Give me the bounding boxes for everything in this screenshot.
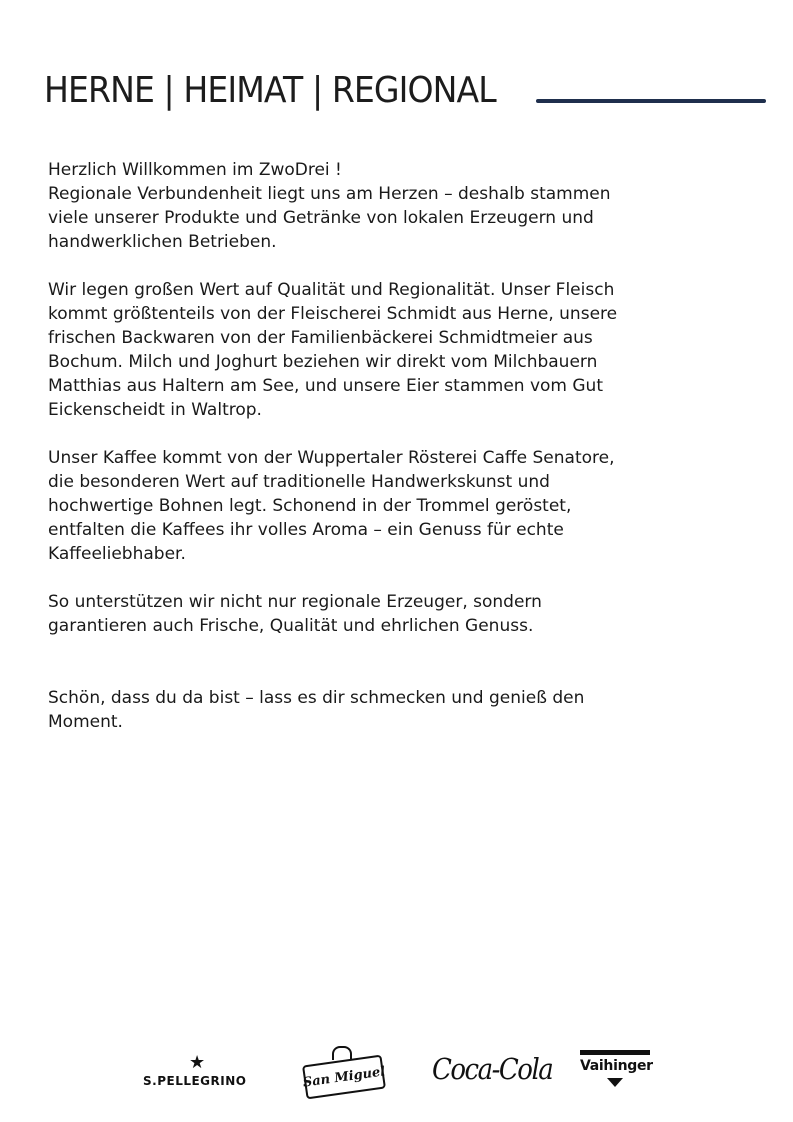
quality-line: Wir legen großen Wert auf Qualität und Regionalität. Unser Fleisch (48, 280, 615, 300)
closing-paragraph (48, 686, 668, 734)
vaihinger-logo (578, 1050, 652, 1090)
quality-line: Eickenscheidt in Waltrop. (48, 400, 262, 420)
vaihinger-wordmark: Vaihinger (580, 1058, 653, 1074)
pellegrino-wordmark: S.PELLEGRINO (143, 1074, 247, 1088)
main-text (48, 158, 668, 758)
cocacola-logo (432, 1050, 553, 1090)
sanmiguel-logo (301, 1046, 387, 1100)
star-icon: ★ (189, 1052, 206, 1073)
page-title: HERNE | HEIMAT | REGIONAL (44, 69, 496, 111)
coffee-line: entfalten die Kaffees ihr volles Aroma – ein Genuss für echte (48, 520, 564, 540)
coffee-line: hochwertige Bohnen legt. Schonend in der Trommel geröstet, (48, 496, 572, 516)
coffee-paragraph (48, 446, 668, 566)
title-underline-rule (536, 99, 766, 103)
quality-line: Bochum. Milch und Joghurt beziehen wir direkt vom Milchbauern (48, 352, 598, 372)
support-line: garantieren auch Frische, Qualität und ehrlichen Genuss. (48, 616, 534, 636)
quality-line: frischen Backwaren von der Familienbäckerei Schmidtmeier aus (48, 328, 593, 348)
page-header (44, 68, 734, 112)
logo-bar (580, 1050, 650, 1055)
sanmiguel-banner (302, 1055, 386, 1100)
sanmiguel-wordmark: San Miguel (301, 1063, 387, 1091)
coffee-line: Unser Kaffee kommt von der Wuppertaler Rösterei Caffe Senatore, (48, 448, 615, 468)
intro-line: Herzlich Willkommen im ZwoDrei ! (48, 160, 342, 180)
coffee-line: Kaffeeliebhaber. (48, 544, 186, 564)
coffee-line: die besonderen Wert auf traditionelle Handwerkskunst und (48, 472, 550, 492)
pellegrino-logo (143, 1054, 255, 1094)
closing-line: Moment. (48, 712, 123, 732)
intro-line: viele unserer Produkte und Getränke von lokalen Erzeugern und (48, 208, 594, 228)
partner-logos (0, 1040, 793, 1110)
triangle-icon (607, 1078, 623, 1087)
crest-icon (332, 1046, 352, 1060)
quality-line: kommt größtenteils von der Fleischerei Schmidt aus Herne, unsere (48, 304, 618, 324)
intro-line: handwerklichen Betrieben. (48, 232, 277, 252)
intro-paragraph (48, 158, 668, 254)
quality-line: Matthias aus Haltern am See, und unsere Eier stammen vom Gut (48, 376, 603, 396)
intro-line: Regionale Verbundenheit liegt uns am Herzen – deshalb stammen (48, 184, 611, 204)
closing-line: Schön, dass du da bist – lass es dir schmecken und genieß den (48, 688, 585, 708)
cocacola-wordmark: Coca-Cola (432, 1053, 553, 1087)
quality-paragraph (48, 278, 668, 422)
support-paragraph (48, 590, 668, 638)
support-line: So unterstützen wir nicht nur regionale Erzeuger, sondern (48, 592, 542, 612)
